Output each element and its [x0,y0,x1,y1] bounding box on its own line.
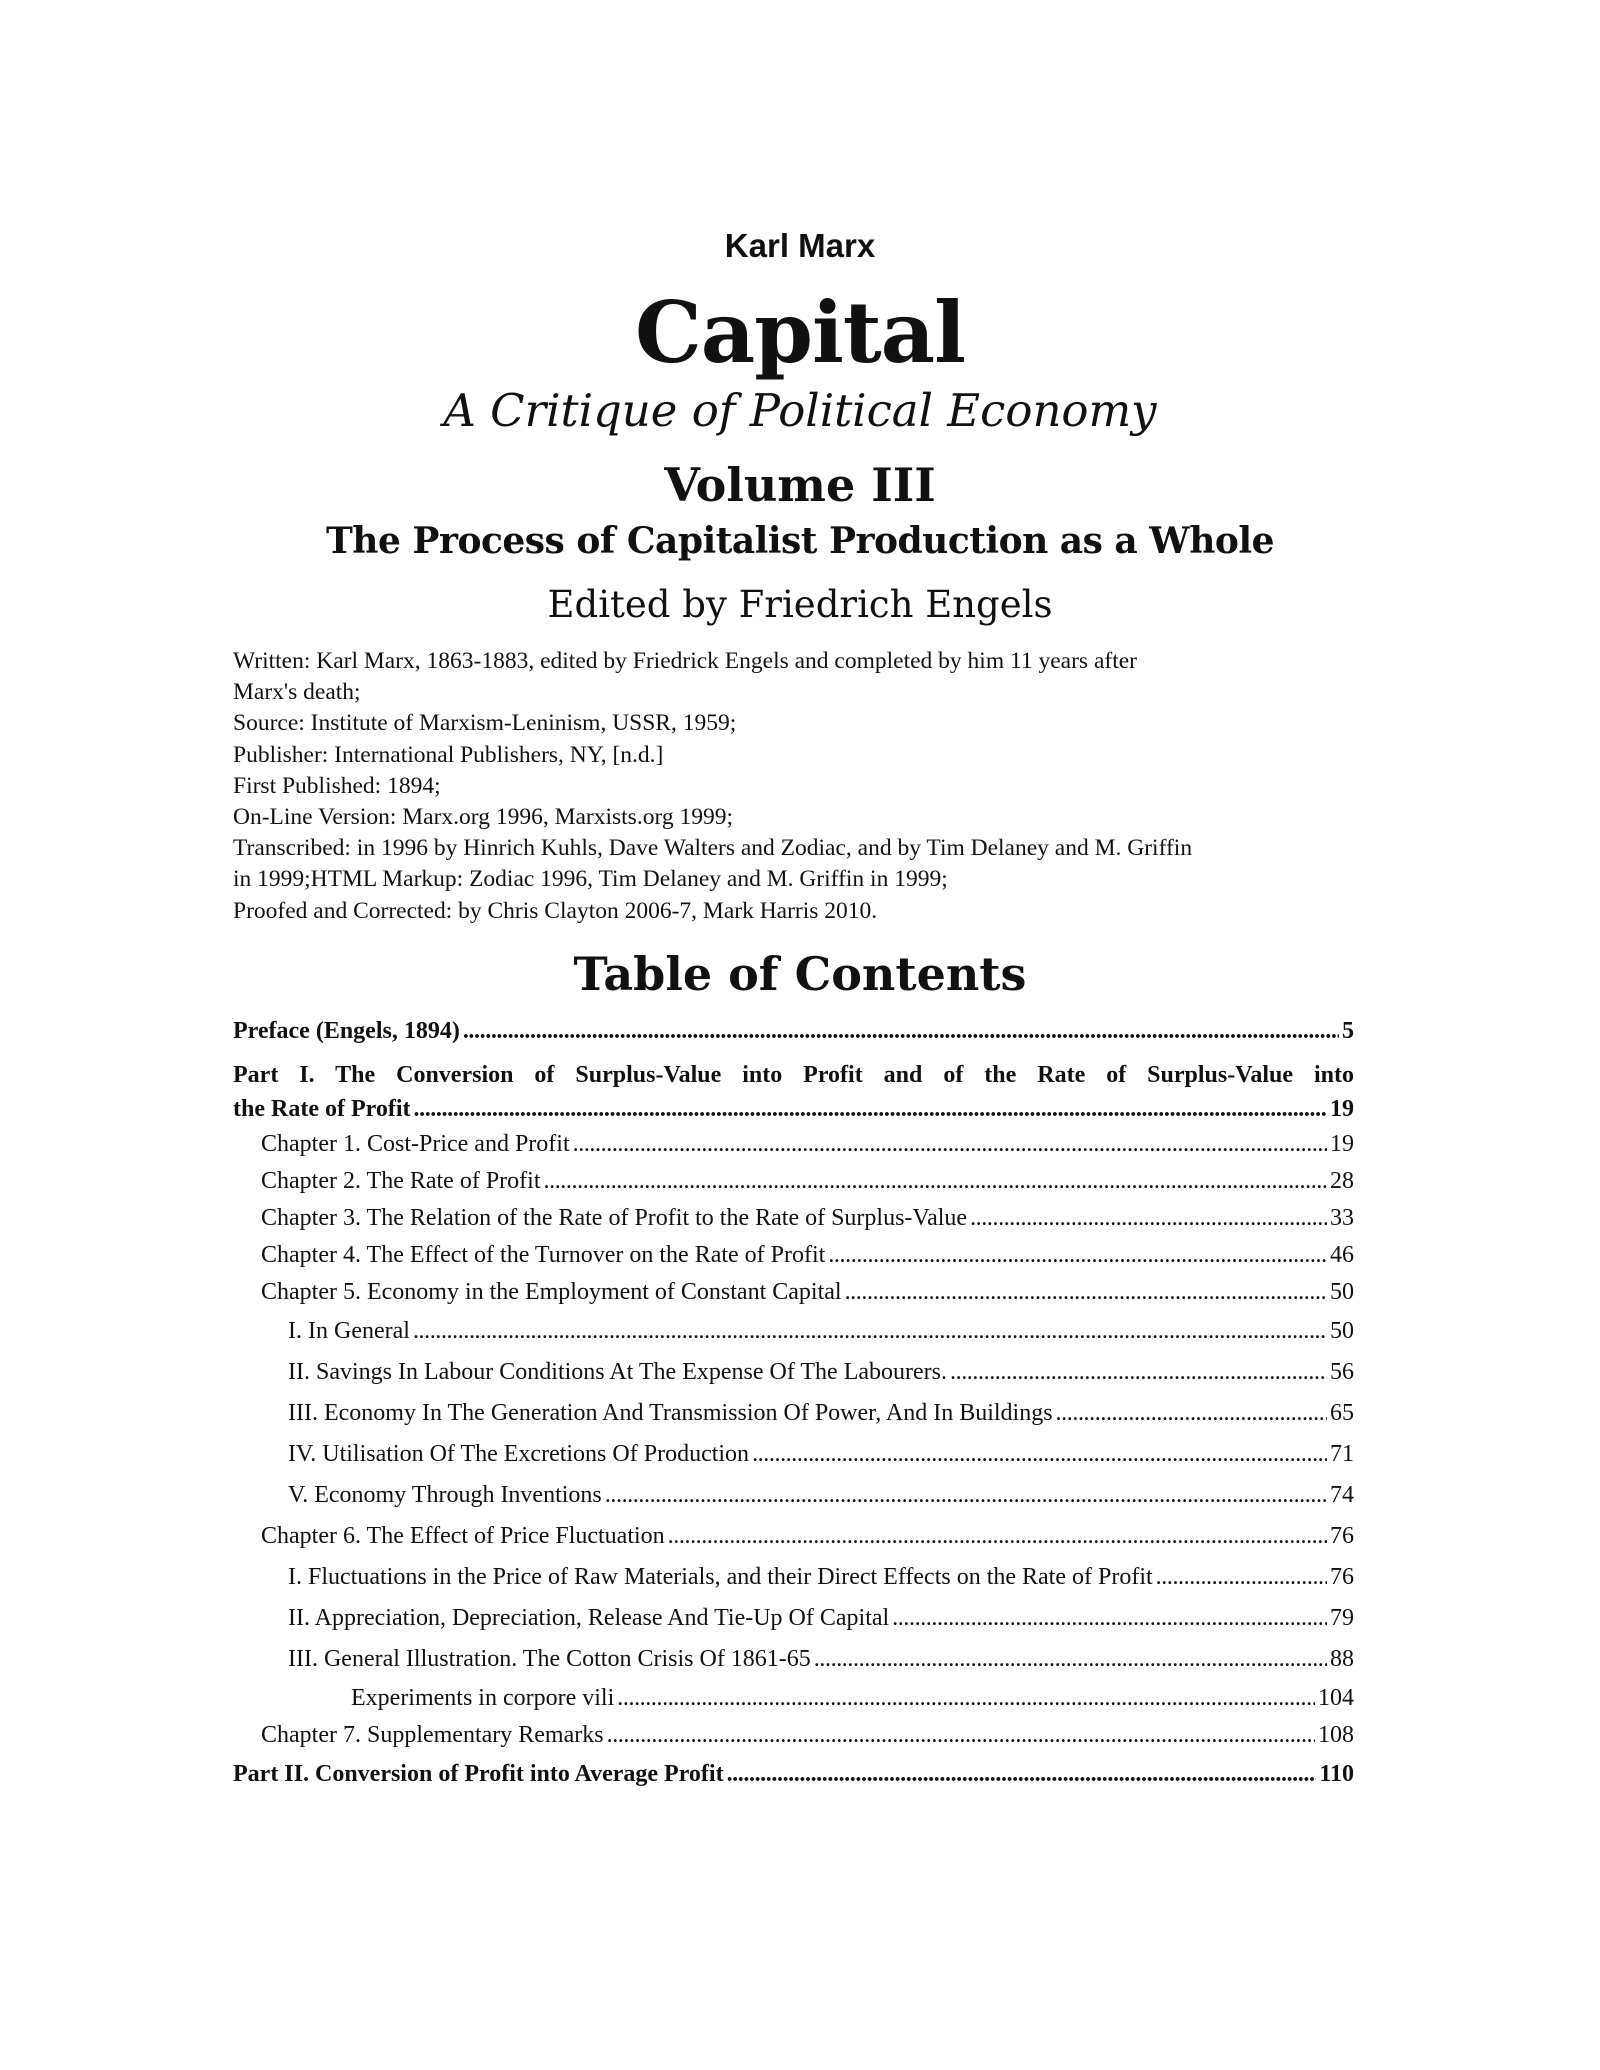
toc-entry-chapter-3[interactable] [233,1200,1354,1237]
toc-entry-label: IV. Utilisation Of The Excretions Of Production [288,1441,750,1467]
toc-page-number: 79 [1330,1605,1354,1631]
toc-entry-part-2[interactable] [233,1754,1354,1794]
toc-page-number: 19 [1330,1096,1354,1122]
toc-entry-section[interactable] [233,1598,1354,1639]
toc-dot-leader [605,1475,1327,1516]
volume-subtitle: The Process of Capitalist Production as a Whole [326,520,1274,562]
toc-entry-label: III. General Illustration. The Cotton Crisis Of 1861-65 [288,1646,811,1672]
toc-dot-leader [970,1200,1327,1237]
toc-entry-label: Preface (Engels, 1894) [233,1018,460,1044]
toc-dot-leader [950,1352,1327,1393]
toc-entry-label: V. Economy Through Inventions [288,1482,602,1508]
toc-page-number: 71 [1330,1441,1354,1467]
toc-dot-leader [892,1598,1327,1639]
toc-page-number: 5 [1342,1018,1354,1044]
volume-heading: Volume III [664,458,936,512]
toc-dot-leader [727,1754,1317,1794]
toc-dot-leader [617,1680,1315,1717]
toc-entry-label: Experiments in corpore vili [351,1685,615,1711]
toc-dot-leader [828,1237,1327,1274]
toc-entry-part-1[interactable] [233,1058,1354,1126]
toc-entry-chapter-5[interactable] [233,1274,1354,1311]
author-name: Karl Marx [724,227,876,264]
toc-entry-label: I. Fluctuations in the Price of Raw Materials, and their Direct Effects on the Rate of Profit [288,1564,1153,1590]
toc-entry-label: Part I. The Conversion of Surplus-Value into Profit and of the Rate of Surplus-Value into [233,1062,1354,1088]
toc-entry-section[interactable] [233,1475,1354,1516]
toc-page-number: 104 [1318,1685,1354,1711]
toc-entry-part-1-continued [233,1092,1354,1126]
toc-entry-label: Chapter 5. Economy in the Employment of Constant Capital [261,1279,842,1305]
toc-entry-chapter-7[interactable] [233,1717,1354,1754]
toc-page-number: 19 [1330,1131,1354,1157]
toc-page-number: 46 [1330,1242,1354,1268]
toc-page-number: 74 [1330,1482,1354,1508]
toc-entry-preface[interactable] [233,1014,1354,1048]
toc-dot-leader [814,1639,1327,1680]
toc-entry-section[interactable] [233,1639,1354,1680]
toc-dot-leader [668,1516,1327,1557]
toc-entry-section[interactable] [233,1311,1354,1352]
toc-page-number: 76 [1330,1523,1354,1549]
toc-entry-label: I. In General [288,1318,410,1344]
meta-line: Publisher: International Publishers, NY, [n.d.] [233,741,664,768]
toc-dot-leader [544,1163,1328,1200]
meta-line: Source: Institute of Marxism-Leninism, USSR, 1959; [233,710,737,737]
toc-entry-label: Chapter 6. The Effect of Price Fluctuation [261,1523,665,1549]
toc-entry-label: Part II. Conversion of Profit into Average Profit [233,1761,724,1787]
meta-line: in 1999;HTML Markup: Zodiac 1996, Tim Delaney and M. Griffin in 1999; [233,866,948,893]
toc-entry-chapter-4[interactable] [233,1237,1354,1274]
toc-entry-section[interactable] [233,1434,1354,1475]
toc-page-number: 76 [1330,1564,1354,1590]
meta-line: First Published: 1894; [233,772,441,799]
toc-page-number: 33 [1330,1205,1354,1231]
meta-line: Marx's death; [233,679,361,706]
toc-dot-leader [607,1717,1315,1754]
toc-entry-label: Chapter 2. The Rate of Profit [261,1168,541,1194]
toc-entry-label: the Rate of Profit [233,1096,411,1122]
meta-line: Proofed and Corrected: by Chris Clayton 2006-7, Mark Harris 2010. [233,897,878,924]
meta-line: Written: Karl Marx, 1863-1883, edited by Friedrick Engels and completed by him 11 years after [233,648,1137,674]
meta-line: On-Line Version: Marx.org 1996, Marxists.org 1999; [233,804,733,831]
book-subtitle: A Critique of Political Economy [443,384,1157,437]
toc-heading: Table of Contents [573,947,1027,1001]
toc-entry-label: II. Appreciation, Depreciation, Release And Tie-Up Of Capital [288,1605,890,1631]
toc-page-number: 108 [1318,1722,1354,1748]
toc-entry-label: Chapter 3. The Relation of the Rate of Profit to the Rate of Surplus-Value [261,1205,968,1231]
book-title: Capital [634,283,966,382]
toc-dot-leader [413,1311,1327,1352]
toc-page-number: 28 [1330,1168,1354,1194]
toc-page-number: 88 [1330,1646,1354,1672]
toc-dot-leader [463,1014,1339,1048]
toc-entry-label: Chapter 4. The Effect of the Turnover on the Rate of Profit [261,1242,826,1268]
toc-dot-leader [414,1092,1328,1126]
toc-page-number: 50 [1330,1318,1354,1344]
toc-dot-leader [845,1274,1327,1311]
toc-page-number: 65 [1330,1400,1354,1426]
toc-entry-subsection[interactable] [233,1680,1354,1717]
meta-line: Transcribed: in 1996 by Hinrich Kuhls, Dave Walters and Zodiac, and by Tim Delaney and M. Griffin [233,835,1193,862]
toc-dot-leader [1056,1393,1327,1434]
toc-entry-section[interactable] [233,1352,1354,1393]
toc-dot-leader [1156,1557,1327,1598]
toc-page-number: 56 [1330,1359,1354,1385]
publication-metadata [233,646,1363,927]
toc-page-number: 50 [1330,1279,1354,1305]
toc-entry-label: Chapter 7. Supplementary Remarks [261,1722,604,1748]
toc-entry-label: III. Economy In The Generation And Transmission Of Power, And In Buildings [288,1400,1053,1426]
toc-entry-label: Chapter 1. Cost-Price and Profit [261,1131,570,1157]
toc-dot-leader [752,1434,1327,1475]
table-of-contents [233,1014,1354,1794]
toc-entry-chapter-6[interactable] [233,1516,1354,1557]
toc-entry-chapter-1[interactable] [233,1126,1354,1163]
editor-line: Edited by Friedrich Engels [547,583,1053,626]
toc-page-number: 110 [1319,1761,1354,1787]
toc-entry-section[interactable] [233,1393,1354,1434]
toc-entry-label: II. Savings In Labour Conditions At The Expense Of The Labourers. [288,1359,947,1385]
toc-entry-chapter-2[interactable] [233,1163,1354,1200]
toc-dot-leader [573,1126,1327,1163]
toc-entry-section[interactable] [233,1557,1354,1598]
